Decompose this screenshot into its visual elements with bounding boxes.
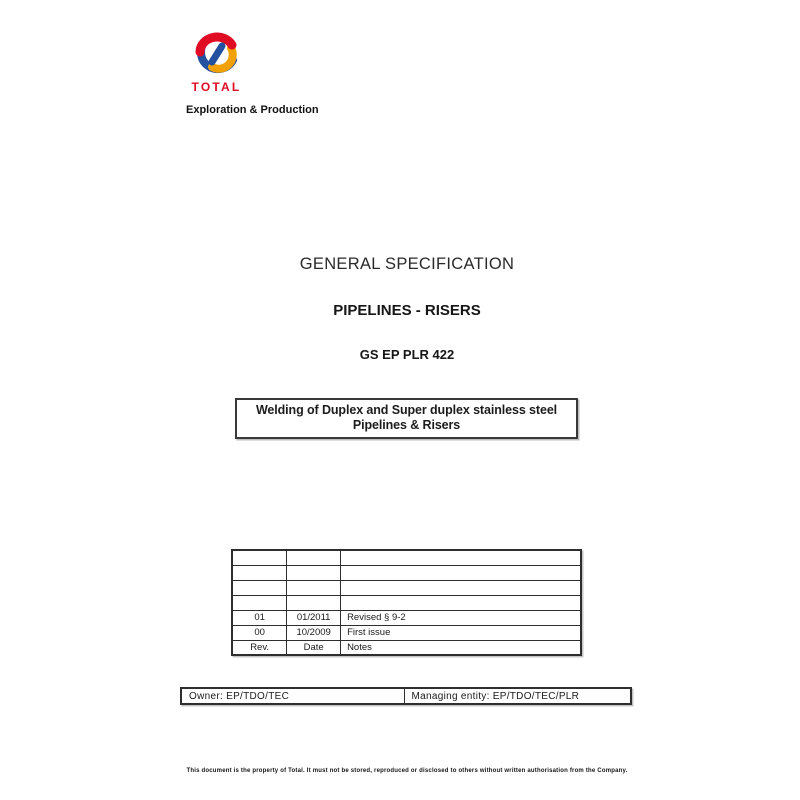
revision-row (232, 625, 581, 640)
owner-cell: Owner: EP/TDO/TEC (181, 688, 404, 704)
rev-cell (232, 565, 287, 580)
rev-cell (232, 595, 287, 610)
division-label: Exploration & Production (186, 104, 319, 116)
revision-row (232, 610, 581, 625)
date-cell (287, 565, 341, 580)
rev-header-cell: Rev. (232, 640, 287, 655)
total-logo (182, 31, 250, 94)
revision-header-row (232, 640, 581, 655)
notes-cell (341, 580, 581, 595)
doc-type-title: GENERAL SPECIFICATION (299, 255, 515, 273)
doc-number: GS EP PLR 422 (359, 347, 455, 362)
revision-row (232, 580, 581, 595)
date-cell (287, 595, 341, 610)
revision-row (232, 550, 581, 565)
rev-cell: 00 (232, 625, 287, 640)
revision-row (232, 565, 581, 580)
rev-cell (232, 550, 287, 565)
discipline-title: PIPELINES - RISERS (333, 302, 481, 319)
notes-cell (341, 550, 581, 565)
notes-cell (341, 595, 581, 610)
subject-line-1: Welding of Duplex and Super duplex stainless steel (255, 403, 558, 417)
total-globe-icon (193, 31, 239, 77)
date-cell (287, 550, 341, 565)
date-cell: 01/2011 (287, 610, 341, 625)
subject-line-2: Pipelines & Risers (352, 418, 461, 432)
revision-table (231, 549, 582, 656)
notes-header-cell: Notes (341, 640, 581, 655)
managing-entity-cell: Managing entity: EP/TDO/TEC/PLR (404, 688, 631, 704)
total-wordmark: TOTAL (191, 80, 242, 94)
notes-cell (341, 565, 581, 580)
date-cell (287, 580, 341, 595)
ownership-row (181, 688, 631, 704)
date-header-cell: Date (287, 640, 341, 655)
rev-cell: 01 (232, 610, 287, 625)
rev-cell (232, 580, 287, 595)
document-sheet (14, 0, 800, 800)
footer-notice: This document is the property of Total. It must not be stored, reproduced or disclosed to others without written authorisation from the Company. (186, 768, 628, 774)
subject-box (235, 398, 578, 439)
date-cell: 10/2009 (287, 625, 341, 640)
notes-cell: First issue (341, 625, 581, 640)
notes-cell: Revised § 9-2 (341, 610, 581, 625)
revision-row (232, 595, 581, 610)
ownership-table (180, 687, 632, 705)
